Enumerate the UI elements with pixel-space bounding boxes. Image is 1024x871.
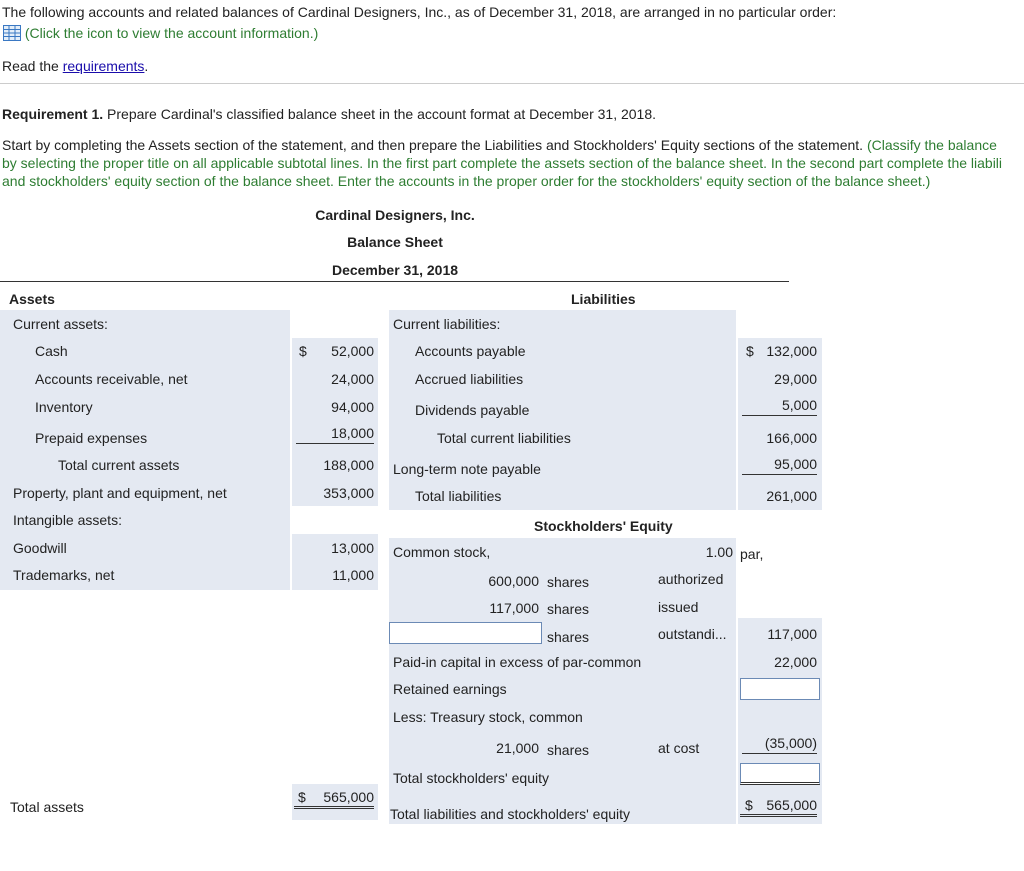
total-current-liabilities-value: 166,000	[766, 430, 817, 446]
total-liabilities-label: Total liabilities	[415, 488, 502, 504]
treasury-label: Less: Treasury stock, common	[393, 709, 583, 725]
total-liabilities-value: 261,000	[766, 488, 817, 504]
liabilities-heading: Liabilities	[571, 291, 636, 307]
goodwill-value: 13,000	[331, 540, 374, 556]
read-prefix: Read the	[2, 58, 63, 74]
prepaid-label: Prepaid expenses	[35, 430, 148, 446]
cash-value: 52,000	[331, 343, 374, 359]
ppe-value: 353,000	[323, 485, 374, 501]
requirement-label: Requirement 1.	[2, 106, 104, 122]
read-requirements	[2, 58, 148, 74]
total-current-assets-value: 188,000	[323, 457, 374, 473]
total-current-assets-label: Total current assets	[58, 457, 180, 473]
total-se-input[interactable]	[740, 763, 820, 785]
click-icon-text[interactable]: (Click the icon to view the account information.)	[24, 25, 319, 41]
retained-earnings-label: Retained earnings	[393, 681, 507, 697]
issued-shares-word: shares	[547, 601, 590, 617]
ap-value: 132,000	[766, 343, 817, 359]
goodwill-label: Goodwill	[13, 540, 67, 556]
ap-dollar: $	[746, 343, 754, 359]
at-cost-label: at cost	[658, 740, 700, 756]
total-le-dollar: $	[745, 797, 753, 813]
total-assets-value	[294, 789, 374, 809]
issued-label: issued	[658, 599, 699, 615]
read-suffix: .	[144, 58, 149, 74]
ap-label: Accounts payable	[415, 343, 526, 359]
company-name: Cardinal Designers, Inc.	[315, 207, 475, 223]
requirements-link[interactable]: requirements	[62, 58, 145, 74]
apic-label: Paid-in capital in excess of par-common	[393, 654, 642, 670]
assets-current-values	[292, 338, 378, 506]
instruction-line-1	[2, 137, 997, 153]
cash-label: Cash	[35, 343, 68, 359]
accrued-value: 29,000	[774, 371, 817, 387]
common-stock-label: Common stock,	[393, 544, 491, 560]
dividends-label: Dividends payable	[415, 402, 530, 418]
intro-text: The following accounts and related balances of Cardinal Designers, Inc., as of December 31, 2018, are arranged in no particular order:	[2, 4, 837, 20]
total-assets-dollar: $	[298, 789, 306, 805]
total-se-label: Total stockholders' equity	[393, 770, 549, 786]
total-assets-label: Total assets	[10, 799, 84, 815]
requirement-1	[2, 106, 656, 122]
apic-value: 22,000	[774, 654, 817, 670]
issued-shares: 117,000	[489, 600, 539, 616]
divider	[0, 83, 1024, 84]
account-info-link[interactable]	[3, 25, 318, 41]
par-word: par,	[740, 546, 764, 562]
treasury-shares-word: shares	[547, 742, 590, 758]
instruction-line-2: by selecting the proper title on all applicable subtotal lines. In the first part complete the assets section of the balance sheet. In the second part complete the liabili	[2, 155, 1003, 171]
total-current-liabilities-label: Total current liabilities	[437, 430, 571, 446]
dividends-value: 5,000	[742, 397, 817, 416]
total-le-value	[740, 797, 817, 817]
current-liabilities-label: Current liabilities:	[393, 316, 501, 332]
common-stock-value: 117,000	[767, 626, 817, 642]
inventory-label: Inventory	[35, 399, 93, 415]
requirement-text: Prepare Cardinal's classified balance sheet in the account format at December 31, 2018.	[103, 106, 657, 122]
retained-earnings-input[interactable]	[740, 678, 820, 700]
total-le-amount: 565,000	[766, 797, 817, 813]
instruction-green-1: (Classify the balance	[863, 137, 997, 153]
ltnp-label: Long-term note payable	[393, 461, 541, 477]
authorized-shares-word: shares	[547, 574, 590, 590]
trademarks-label: Trademarks, net	[13, 567, 115, 583]
current-assets-label: Current assets:	[13, 316, 108, 332]
statement-title: Balance Sheet	[347, 234, 443, 250]
header-rule	[0, 281, 789, 282]
authorized-shares: 600,000	[488, 573, 539, 589]
par-value: 1.00	[705, 544, 733, 560]
equity-value-column	[738, 618, 822, 824]
authorized-label: authorized	[658, 571, 724, 587]
equity-heading: Stockholders' Equity	[534, 518, 673, 534]
assets-heading: Assets	[9, 291, 55, 307]
treasury-shares: 21,000	[496, 740, 539, 756]
total-le-label: Total liabilities and stockholders' equity	[390, 806, 631, 822]
cash-dollar: $	[299, 343, 307, 359]
trademarks-value: 11,000	[332, 567, 374, 583]
instruction-text: Start by completing the Assets section of the statement, and then prepare the Liabilities and Stockholders' Equity sections of the statement.	[2, 137, 864, 153]
liabilities-value-column	[738, 338, 822, 510]
outstanding-shares-input[interactable]	[389, 622, 542, 644]
statement-date: December 31, 2018	[331, 262, 459, 278]
ltnp-value: 95,000	[742, 456, 817, 475]
intangible-label: Intangible assets:	[13, 512, 122, 528]
outstanding-label: outstandi...	[658, 626, 727, 642]
ar-value: 24,000	[331, 371, 374, 387]
treasury-value: (35,000)	[742, 735, 817, 754]
prepaid-value: 18,000	[296, 425, 374, 444]
total-assets-amount: 565,000	[323, 789, 374, 805]
instruction-line-3: and stockholders' equity section of the balance sheet. Enter the accounts in the proper order for the stockholders' equity section of the balance sheet.)	[2, 173, 931, 189]
accrued-label: Accrued liabilities	[415, 371, 524, 387]
inventory-value: 94,000	[331, 399, 374, 415]
outstanding-shares-word: shares	[547, 629, 590, 645]
ar-label: Accounts receivable, net	[35, 371, 188, 387]
table-grid-icon[interactable]	[3, 25, 21, 41]
ppe-label: Property, plant and equipment, net	[13, 485, 227, 501]
